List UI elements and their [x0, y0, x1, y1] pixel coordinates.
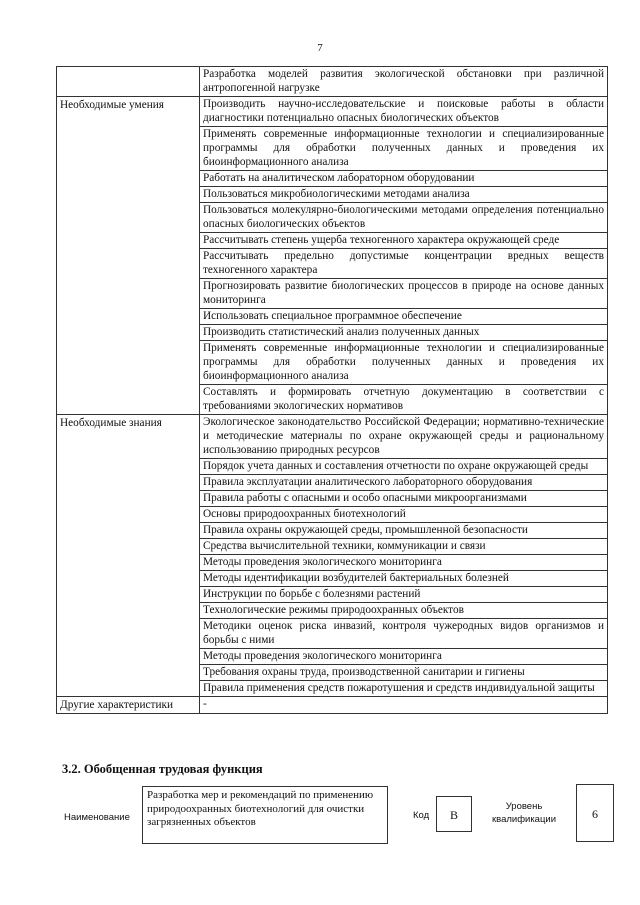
table-cell: Порядок учета данных и составления отчетности по охране окружающей среды: [200, 459, 608, 475]
table-cell: Применять современные информационные технологии и специализированные программы для обработки полученных данных и проведения их биоинформационного анализа: [200, 127, 608, 171]
table-cell: Правила эксплуатации аналитического лабораторного оборудования: [200, 475, 608, 491]
table-cell: Рассчитывать предельно допустимые концентрации вредных веществ техногенного характера: [200, 249, 608, 279]
table-cell: Работать на аналитическом лабораторном оборудовании: [200, 171, 608, 187]
table-row: [57, 415, 608, 459]
table-cell: Методы проведения экологического мониторинга: [200, 649, 608, 665]
section-title: 3.2. Обобщенная трудовая функция: [62, 762, 263, 776]
table-cell: Рассчитывать степень ущерба техногенного характера окружающей среде: [200, 233, 608, 249]
function-summary: [62, 782, 618, 852]
table-cell: Пользоваться микробиологическими методами анализа: [200, 187, 608, 203]
table-row: [57, 67, 608, 97]
table-cell: Производить статистический анализ полученных данных: [200, 325, 608, 341]
knowledge-label: Необходимые знания: [57, 415, 200, 697]
code-label: Код: [413, 810, 430, 821]
name-label: Наименование: [64, 812, 130, 823]
level-value: 6: [576, 784, 614, 842]
table-cell: Основы природоохранных биотехнологий: [200, 507, 608, 523]
table-cell: Методики оценок риска инвазий, контроля чужеродных видов организмов и борьбы с ними: [200, 619, 608, 649]
table-cell: Технологические режимы природоохранных объектов: [200, 603, 608, 619]
table-cell: Пользоваться молекулярно-биологическими методами определения потенциально опасных биологических объектов: [200, 203, 608, 233]
table-cell: Применять современные информационные технологии и специализированные программы для обработки полученных данных и проведения их биоинформационного анализа: [200, 341, 608, 385]
table-cell: Методы проведения экологического мониторинга: [200, 555, 608, 571]
table-cell: Производить научно-исследовательские и поисковые работы в области диагностики потенциально опасных биологических объектов: [200, 97, 608, 127]
page-number: 7: [317, 42, 323, 54]
table-cell: Правила работы с опасными и особо опасными микроорганизмами: [200, 491, 608, 507]
level-label: Уровень квалификации: [491, 801, 557, 825]
table-row: [57, 97, 608, 127]
requirements-table: [56, 66, 608, 714]
table-cell: Инструкции по борьбе с болезнями растений: [200, 587, 608, 603]
table-cell: Прогнозировать развитие биологических процессов в природе на основе данных мониторинга: [200, 279, 608, 309]
name-value: Разработка мер и рекомендаций по применению природоохранных биотехнологий для очистки загрязненных объектов: [142, 786, 388, 844]
row-label-empty: [57, 67, 200, 97]
other-value: -: [200, 697, 608, 714]
table-cell: Экологическое законодательство Российской Федерации; нормативно-технические и методические материалы по охране окружающей среды и рациональному использованию природных ресурсов: [200, 415, 608, 459]
skills-label: Необходимые умения: [57, 97, 200, 415]
table-cell: Требования охраны труда, производственной санитарии и гигиены: [200, 665, 608, 681]
table-row: [57, 697, 608, 714]
code-value: B: [436, 796, 472, 832]
table-cell: Правила охраны окружающей среды, промышленной безопасности: [200, 523, 608, 539]
table-cell: Методы идентификации возбудителей бактериальных болезней: [200, 571, 608, 587]
table-cell: Составлять и формировать отчетную документацию в соответствии с требованиями экологических нормативов: [200, 385, 608, 415]
table-cell: Разработка моделей развития экологической обстановки при различной антропогенной нагрузке: [200, 67, 608, 97]
table-cell: Правила применения средств пожаротушения и средств индивидуальной защиты: [200, 681, 608, 697]
table-cell: Средства вычислительной техники, коммуникации и связи: [200, 539, 608, 555]
table-cell: Использовать специальное программное обеспечение: [200, 309, 608, 325]
other-label: Другие характеристики: [57, 697, 200, 714]
